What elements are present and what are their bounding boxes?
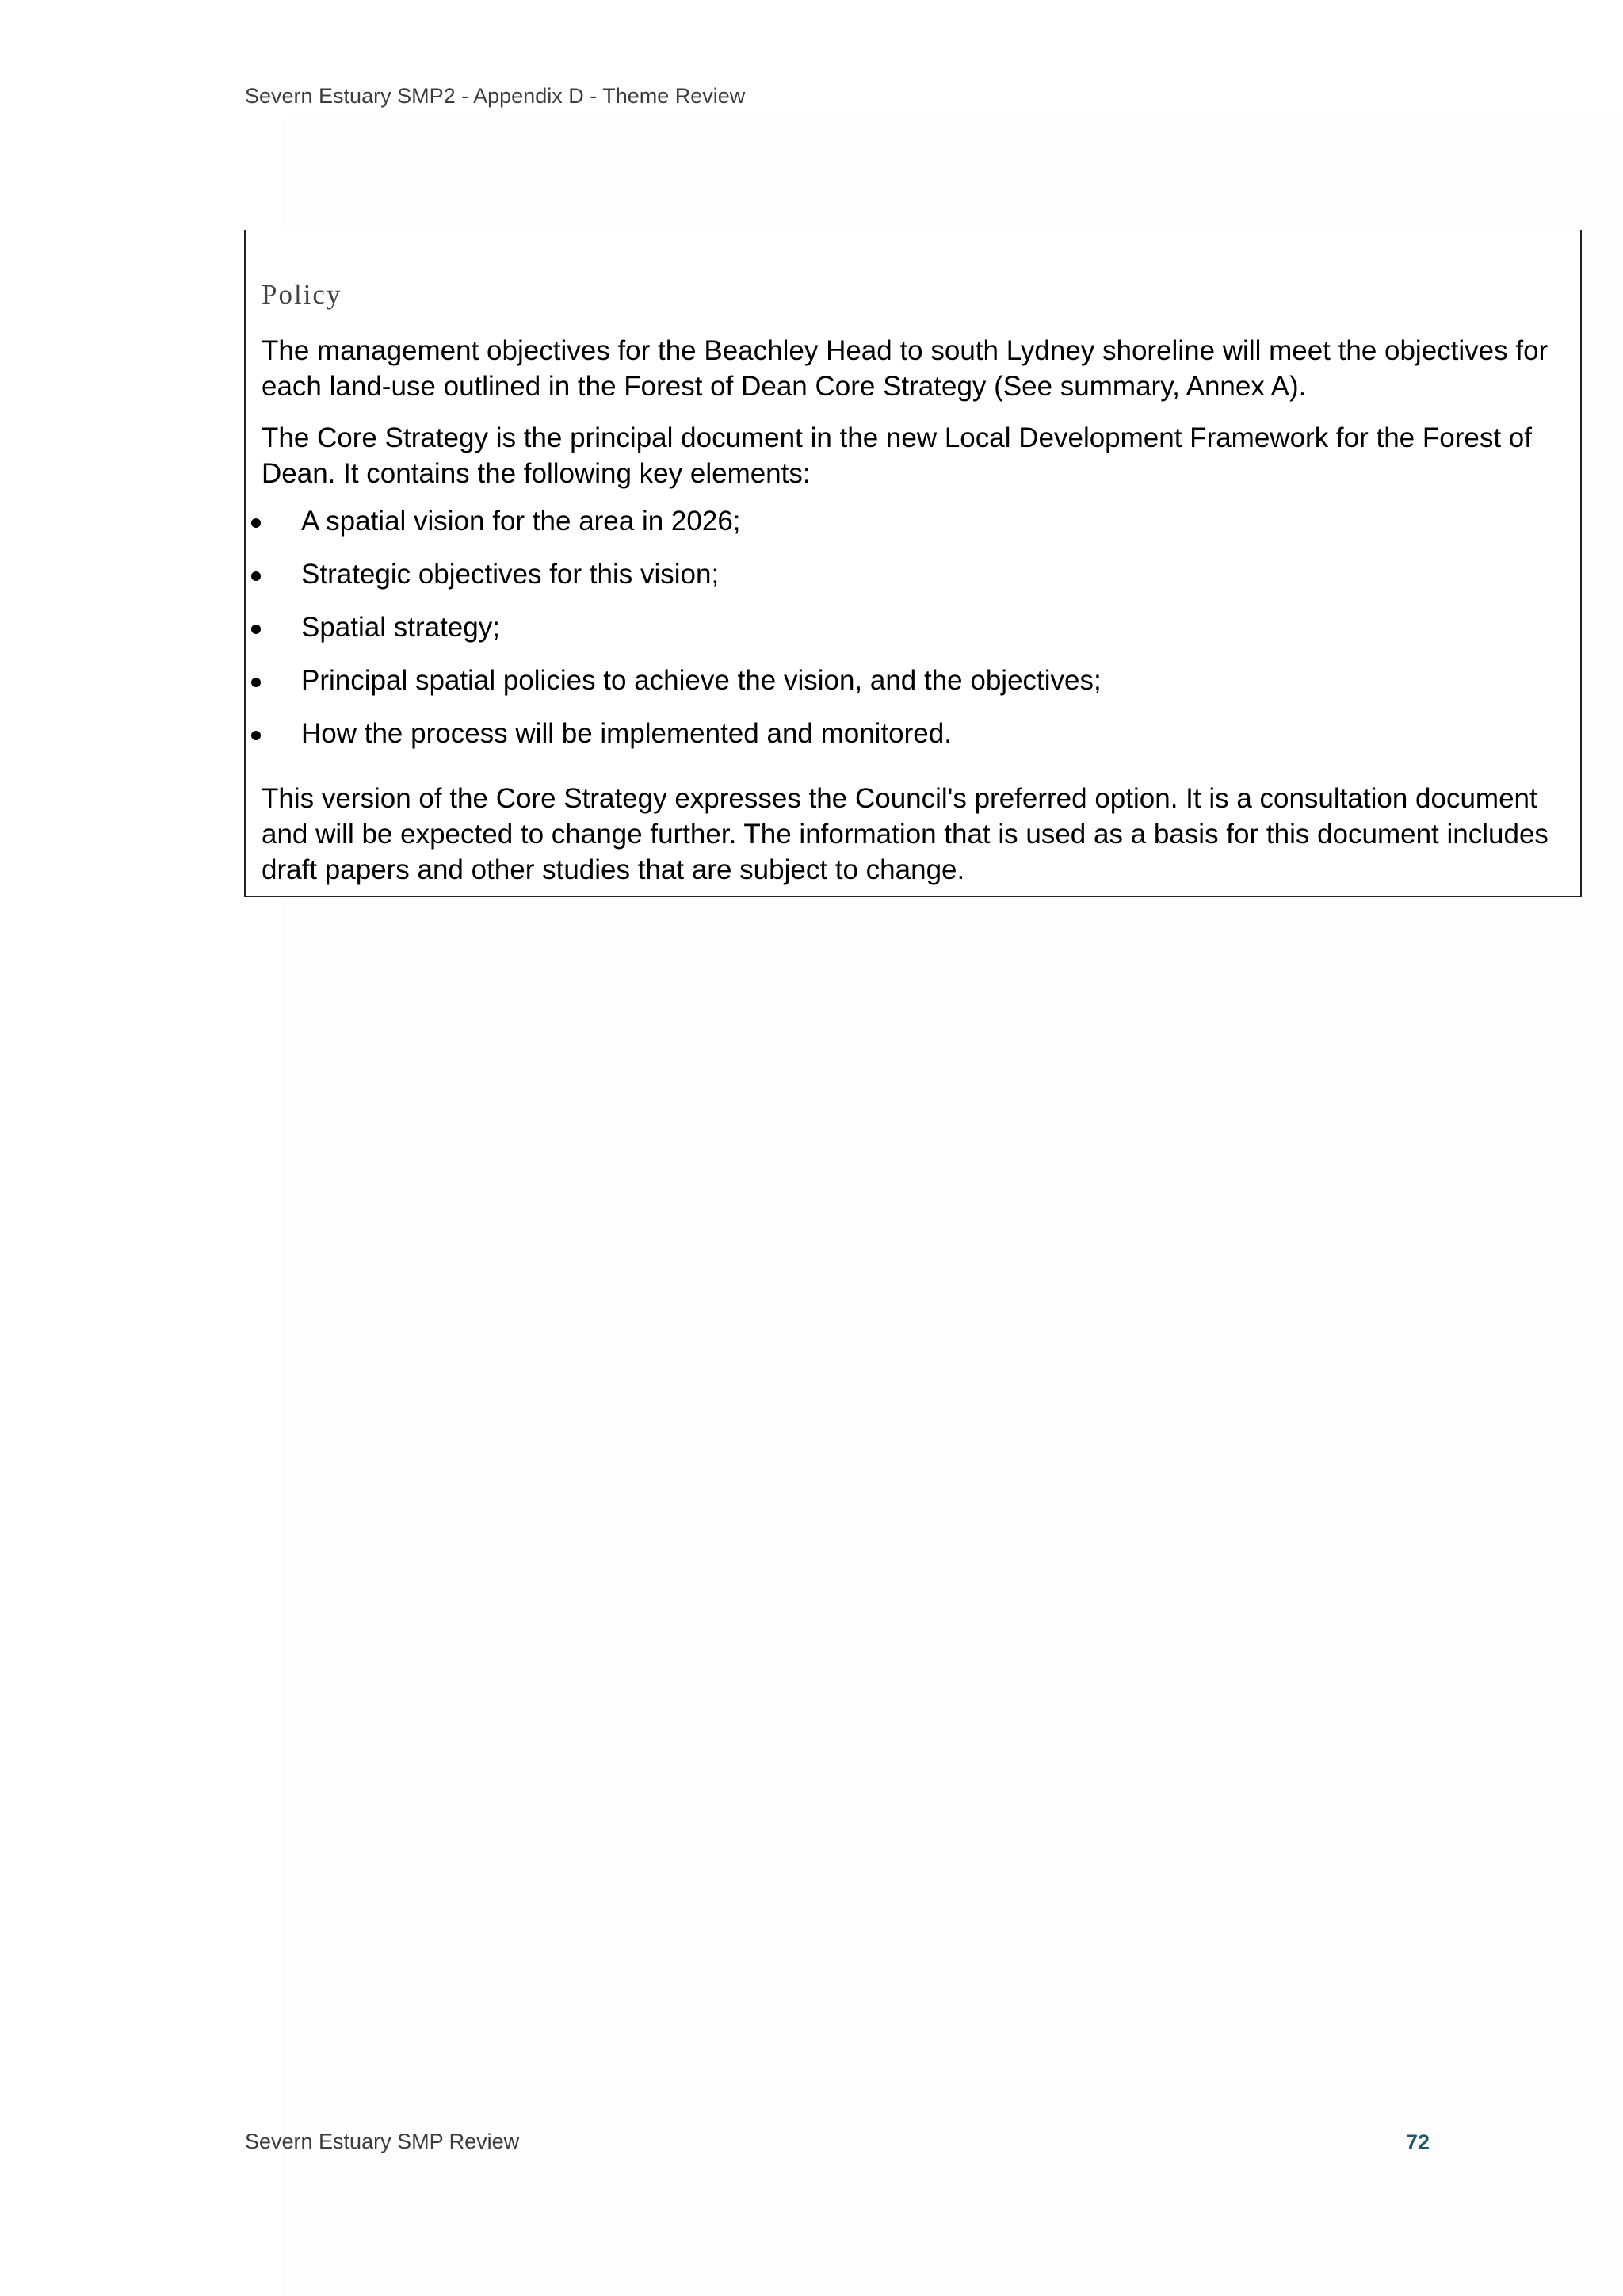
running-footer: Severn Estuary SMP Review — [245, 2130, 520, 2153]
policy-paragraph-consultation: This version of the Core Strategy expresses the Council's preferred option. It is a consultation document and will be expected to change further. The information that is used as a basis for this document includes draft papers and other studies that are subject to change. — [262, 783, 1549, 885]
list-item-text: Principal spatial policies to achieve the vision, and the objectives; — [301, 665, 1102, 696]
policy-heading: Policy — [262, 279, 342, 310]
list-item — [246, 612, 1577, 665]
policy-paragraph-objectives: The management objectives for the Beachley Head to south Lydney shoreline will meet the objectives for each land-use outlined in the Forest of Dean Core Strategy (See summary, Annex A). — [262, 335, 1549, 402]
list-item-text: Spatial strategy; — [301, 612, 500, 643]
running-header: Severn Estuary SMP2 - Appendix D - Theme Review — [245, 84, 746, 108]
list-item — [246, 665, 1577, 718]
list-item — [246, 718, 1577, 771]
policy-paragraph-core-strategy: The Core Strategy is the principal document in the new Local Development Framework for the Forest of Dean. It contains the following key elements: — [262, 422, 1532, 489]
list-item-text: A spatial vision for the area in 2026; — [301, 506, 741, 537]
list-item — [246, 506, 1577, 559]
policy-box — [244, 230, 1582, 897]
bullet-icon — [251, 571, 261, 581]
bullet-icon — [251, 625, 261, 634]
list-item-text: Strategic objectives for this vision; — [301, 559, 720, 590]
bullet-icon — [251, 731, 261, 740]
page-number: 72 — [1406, 2130, 1430, 2154]
key-elements-list — [246, 506, 1577, 771]
list-item — [246, 559, 1577, 612]
list-item-text: How the process will be implemented and monitored. — [301, 718, 952, 749]
bullet-icon — [251, 518, 261, 528]
bullet-icon — [251, 678, 261, 687]
